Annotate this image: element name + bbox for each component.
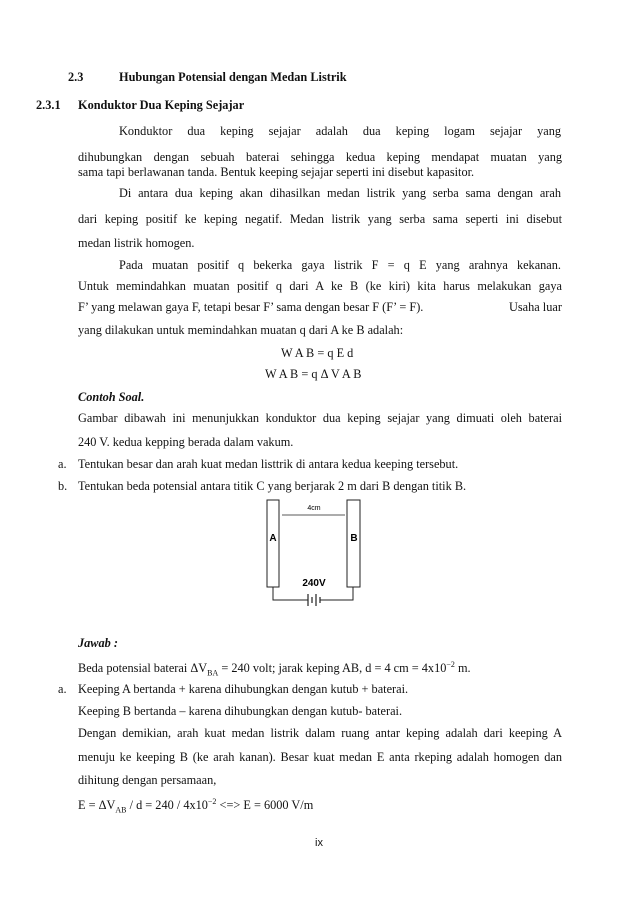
paragraph-line: Usaha luar [509,300,562,314]
answer-line: dihitung dengan persamaan, [78,773,217,787]
paragraph-line: Pada muatan positif q bekerka gaya listrik F = q E yang arahnya kekanan. [119,258,561,272]
subsection-number: 2.3.1 [36,98,61,112]
answer-heading: Jawab : [78,636,118,650]
capacitor-diagram [262,495,374,607]
list-item: Tentukan besar dan arah kuat medan listtrik di antara kedua keeping tersebut. [78,457,459,471]
page-number: ix [315,837,323,849]
subsection-title: Konduktor Dua Keping Sejajar [78,98,245,112]
distance-label: 4cm [307,505,321,512]
formula-work-potential: W A B = q Δ V A B [265,367,362,381]
paragraph-line: sama tapi berlawanan tanda. Bentuk keeping sejajar seperti ini disebut kapasitor. [78,165,475,179]
paragraph-line: dari keping positif ke keping negatif. Medan listrik yang serba sama seperti ini disebut [78,212,562,226]
answer-line: menuju ke keeping B (ke arah kanan). Besar kuat medan E anta rkeping adalah homogen dan [78,750,562,764]
paragraph-line: medan listrik homogen. [78,236,195,250]
answer-line: Dengan demikian, arah kuat medan listrik dalam ruang antar keping adalah dari keeping A [78,726,562,740]
section-number: 2.3 [68,70,84,84]
list-item: Tentukan beda potensial antara titik C yang berjarak 2 m dari B dengan titik B. [78,479,467,493]
example-intro-line: 240 V. kedua kepping berada dalam vakum. [78,435,294,449]
battery-label: 240V [302,578,326,589]
paragraph-line: Untuk memindahkan muatan positif q dari A ke B (ke kiri) kita harus melakukan gaya [78,279,562,293]
answer-line: Keeping A bertanda + karena dihubungkan dengan kutub + baterai. [78,682,409,696]
section-title: Hubungan Potensial dengan Medan Listrik [119,70,347,84]
list-marker: b. [58,479,68,493]
example-heading: Contoh Soal. [78,390,145,404]
plate-b-label: B [350,533,358,544]
formula-work: W A B = q E d [281,346,354,360]
answer-given: Beda potensial baterai $\Delta V_{BA} = 240$ volt; jarak keping AB, d = 4 cm = $4x10^{-2}$ m. [78,660,471,678]
paragraph-line: dihubungkan dengan sebuah baterai sehingga kedua keping mendapat muatan yang [78,150,562,164]
example-intro-line: Gambar dibawah ini menunjukkan konduktor dua keping sejajar yang dimuati oleh baterai [78,411,562,425]
list-marker: a. [58,682,67,696]
paragraph-line: Di antara dua keping akan dihasilkan medan listrik yang serba sama dengan arah [119,186,561,200]
list-marker: a. [58,457,67,471]
answer-final: $E = \Delta V_{AB} / d = 240 / 4x10^{-2}$ <=> E = 6000 V/m [78,797,314,815]
paragraph-line: yang dilakukan untuk memindahkan muatan q dari A ke B adalah: [78,323,404,337]
paragraph-line: Konduktor dua keping sejajar adalah dua keping logam sejajar yang [119,124,561,138]
answer-line: Keeping B bertanda – karena dihubungkan dengan kutub- baterai. [78,704,403,718]
plate-a-label: A [269,533,277,544]
paragraph-line: F’ yang melawan gaya F, tetapi besar F’ sama dengan besar F (F’ = F). [78,300,424,314]
